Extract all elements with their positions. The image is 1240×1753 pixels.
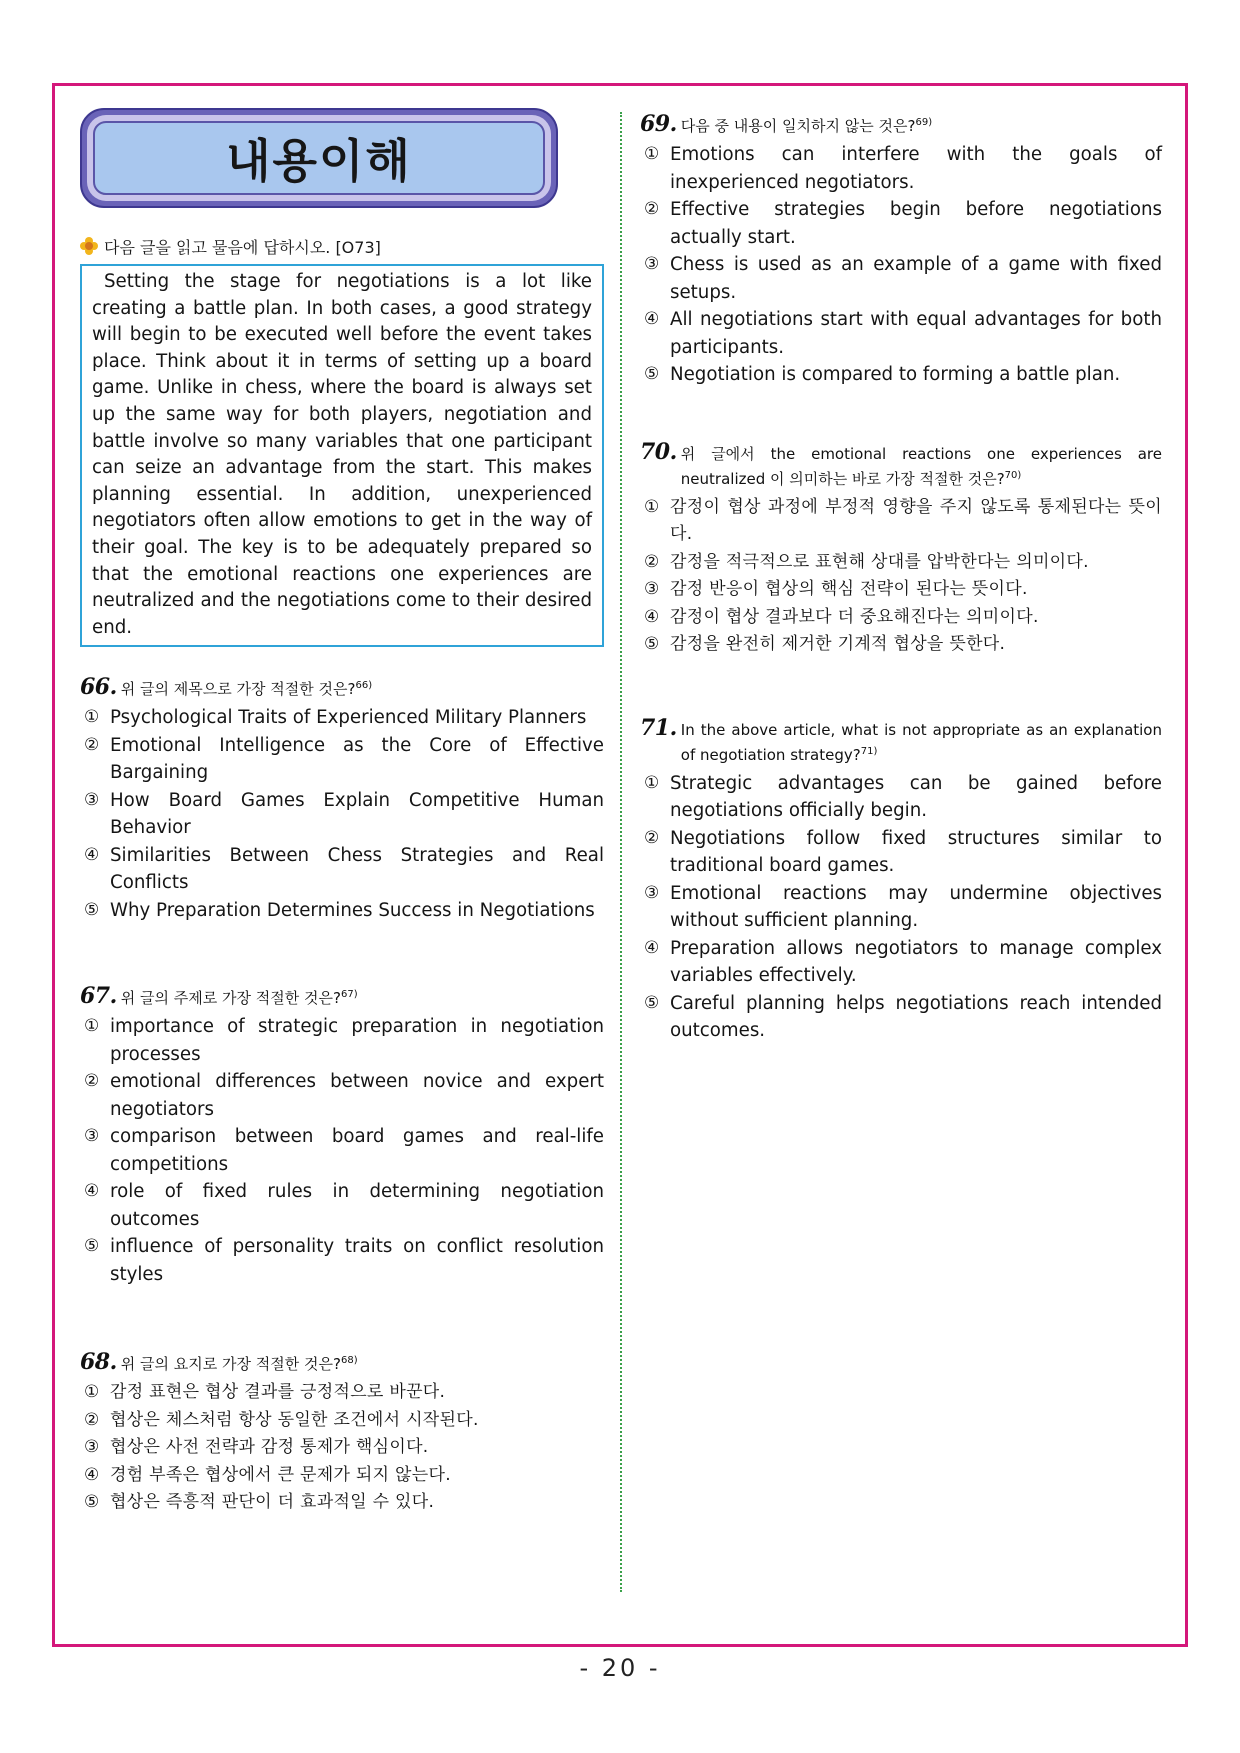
option-3[interactable]: ③ How Board Games Explain Competitive Human Behavior bbox=[84, 789, 604, 839]
column-divider bbox=[620, 112, 622, 1592]
option-2[interactable]: ② 감정을 적극적으로 표현해 상대를 압박한다는 의미이다. bbox=[644, 551, 1089, 572]
question-68 bbox=[80, 1350, 604, 1517]
option-1[interactable]: ① 감정 표현은 협상 결과를 긍정적으로 바꾼다. bbox=[84, 1382, 446, 1403]
option-2[interactable]: ② emotional differences between novice and expert negotiators bbox=[84, 1071, 604, 1120]
footnote-ref: 68) bbox=[340, 1355, 358, 1367]
option-2[interactable]: ② Negotiations follow fixed structures similar to traditional board games. bbox=[644, 827, 1162, 876]
option-1[interactable]: ① Strategic advantages can be gained before negotiations officially begin. bbox=[644, 772, 1162, 821]
question-prompt: 위 글의 요지로 가장 적절한 것은? bbox=[120, 1355, 341, 1374]
question-number: 67. bbox=[80, 983, 117, 1010]
instruction-text: 다음 글을 읽고 물음에 답하시오. [O73] bbox=[104, 237, 381, 257]
reading-passage bbox=[80, 264, 604, 647]
question-number: 69. bbox=[640, 111, 677, 137]
option-5[interactable]: ⑤ Why Preparation Determines Success in Negotiations bbox=[84, 899, 595, 921]
passage-text: Setting the stage for negotiations is a lot like creating a battle plan. In both cases, a good strategy will begin to be executed well before the event takes place. Think about it in terms of setting up a board game. Unlike in chess, where the board is always set up the same way for both players, negotiation and battle involve so many variables that one participant can seize an advantage from the start. This makes planning essential. In addition, unexperienced negotiators often allow emotions to get in the way of their goal. The key is to be adequately prepared so that the emotional reactions one experiences are neutralized and the negotiations come to their desired end. bbox=[92, 271, 592, 638]
left-column bbox=[80, 108, 604, 1517]
option-3[interactable]: ③ comparison between board games and real-life competitions bbox=[84, 1126, 604, 1175]
option-1[interactable]: ① importance of strategic preparation in negotiation processes bbox=[84, 1016, 604, 1065]
footnote-ref: 66) bbox=[355, 680, 373, 692]
footnote-ref: 67) bbox=[340, 989, 358, 1001]
question-66 bbox=[80, 675, 604, 924]
footnote-ref: 69) bbox=[915, 117, 933, 128]
question-number: 68. bbox=[80, 1349, 117, 1376]
question-69 bbox=[640, 112, 1162, 389]
question-number: 71. bbox=[640, 714, 677, 741]
question-prompt: 위 글에서 the emotional reactions one experiences are neutralized 이 의미하는 바로 가장 적절한 것은? bbox=[680, 444, 1162, 488]
section-title: 내용이해 bbox=[226, 134, 412, 188]
option-3[interactable]: ③ Emotional reactions may undermine objectives without sufficient planning. bbox=[644, 882, 1162, 931]
question-number: 70. bbox=[640, 438, 677, 465]
question-70 bbox=[640, 438, 1162, 659]
option-5[interactable]: ⑤ Careful planning helps negotiations reach intended outcomes. bbox=[644, 992, 1162, 1041]
option-4[interactable]: ④ role of fixed rules in determining negotiation outcomes bbox=[84, 1181, 604, 1230]
option-2[interactable]: ② Effective strategies begin before negotiations actually start. bbox=[644, 199, 1162, 248]
option-3[interactable]: ③ 감정 반응이 협상의 핵심 전략이 된다는 뜻이다. bbox=[644, 579, 1028, 599]
option-1[interactable]: ① 감정이 협상 과정에 부정적 영향을 주지 않도록 통제된다는 뜻이다. bbox=[644, 496, 1162, 544]
question-number: 66. bbox=[80, 674, 117, 701]
section-banner bbox=[80, 108, 558, 208]
option-4[interactable]: ④ All negotiations start with equal advantages for both participants. bbox=[644, 309, 1162, 358]
option-5[interactable]: ⑤ 감정을 완전히 제거한 기계적 협상을 뜻한다. bbox=[644, 634, 1006, 654]
option-1[interactable]: ① Emotions can interfere with the goals of inexperienced negotiators. bbox=[644, 144, 1162, 193]
question-prompt: 위 글의 주제로 가장 적절한 것은? bbox=[120, 989, 341, 1008]
option-4[interactable]: ④ Similarities Between Chess Strategies and Real Conflicts bbox=[84, 844, 604, 894]
question-67 bbox=[80, 984, 604, 1288]
question-prompt: In the above article, what is not appropriate as an explanation of negotiation strategy? bbox=[680, 720, 1162, 764]
option-5[interactable]: ⑤ influence of personality traits on conflict resolution styles bbox=[84, 1236, 604, 1285]
option-4[interactable]: ④ Preparation allows negotiators to manage complex variables effectively. bbox=[644, 937, 1162, 986]
option-4[interactable]: ④ 감정이 협상 결과보다 더 중요해진다는 의미이다. bbox=[644, 606, 1039, 627]
footnote-ref: 70) bbox=[1004, 469, 1022, 481]
option-3[interactable]: ③ Chess is used as an example of a game with fixed setups. bbox=[644, 254, 1162, 303]
instruction bbox=[80, 234, 604, 258]
option-1[interactable]: ① Psychological Traits of Experienced Military Planners bbox=[84, 707, 587, 729]
footnote-ref: 71) bbox=[860, 745, 878, 757]
right-column bbox=[640, 112, 1162, 1045]
option-5[interactable]: ⑤ 협상은 즉흥적 판단이 더 효과적일 수 있다. bbox=[84, 1492, 435, 1513]
option-2[interactable]: ② 협상은 체스처럼 항상 동일한 조건에서 시작된다. bbox=[84, 1409, 479, 1430]
option-3[interactable]: ③ 협상은 사전 전략과 감정 통제가 핵심이다. bbox=[84, 1437, 429, 1458]
option-5[interactable]: ⑤ Negotiation is compared to forming a battle plan. bbox=[644, 364, 1121, 385]
flower-icon bbox=[80, 237, 98, 255]
question-prompt: 위 글의 제목으로 가장 적절한 것은? bbox=[120, 680, 356, 699]
option-4[interactable]: ④ 경험 부족은 협상에서 큰 문제가 되지 않는다. bbox=[84, 1464, 451, 1485]
question-prompt: 다음 중 내용이 일치하지 않는 것은? bbox=[680, 117, 916, 135]
page-number: - 20 - bbox=[579, 1654, 661, 1682]
option-2[interactable]: ② Emotional Intelligence as the Core of Effective Bargaining bbox=[84, 734, 604, 784]
question-71 bbox=[640, 714, 1162, 1045]
